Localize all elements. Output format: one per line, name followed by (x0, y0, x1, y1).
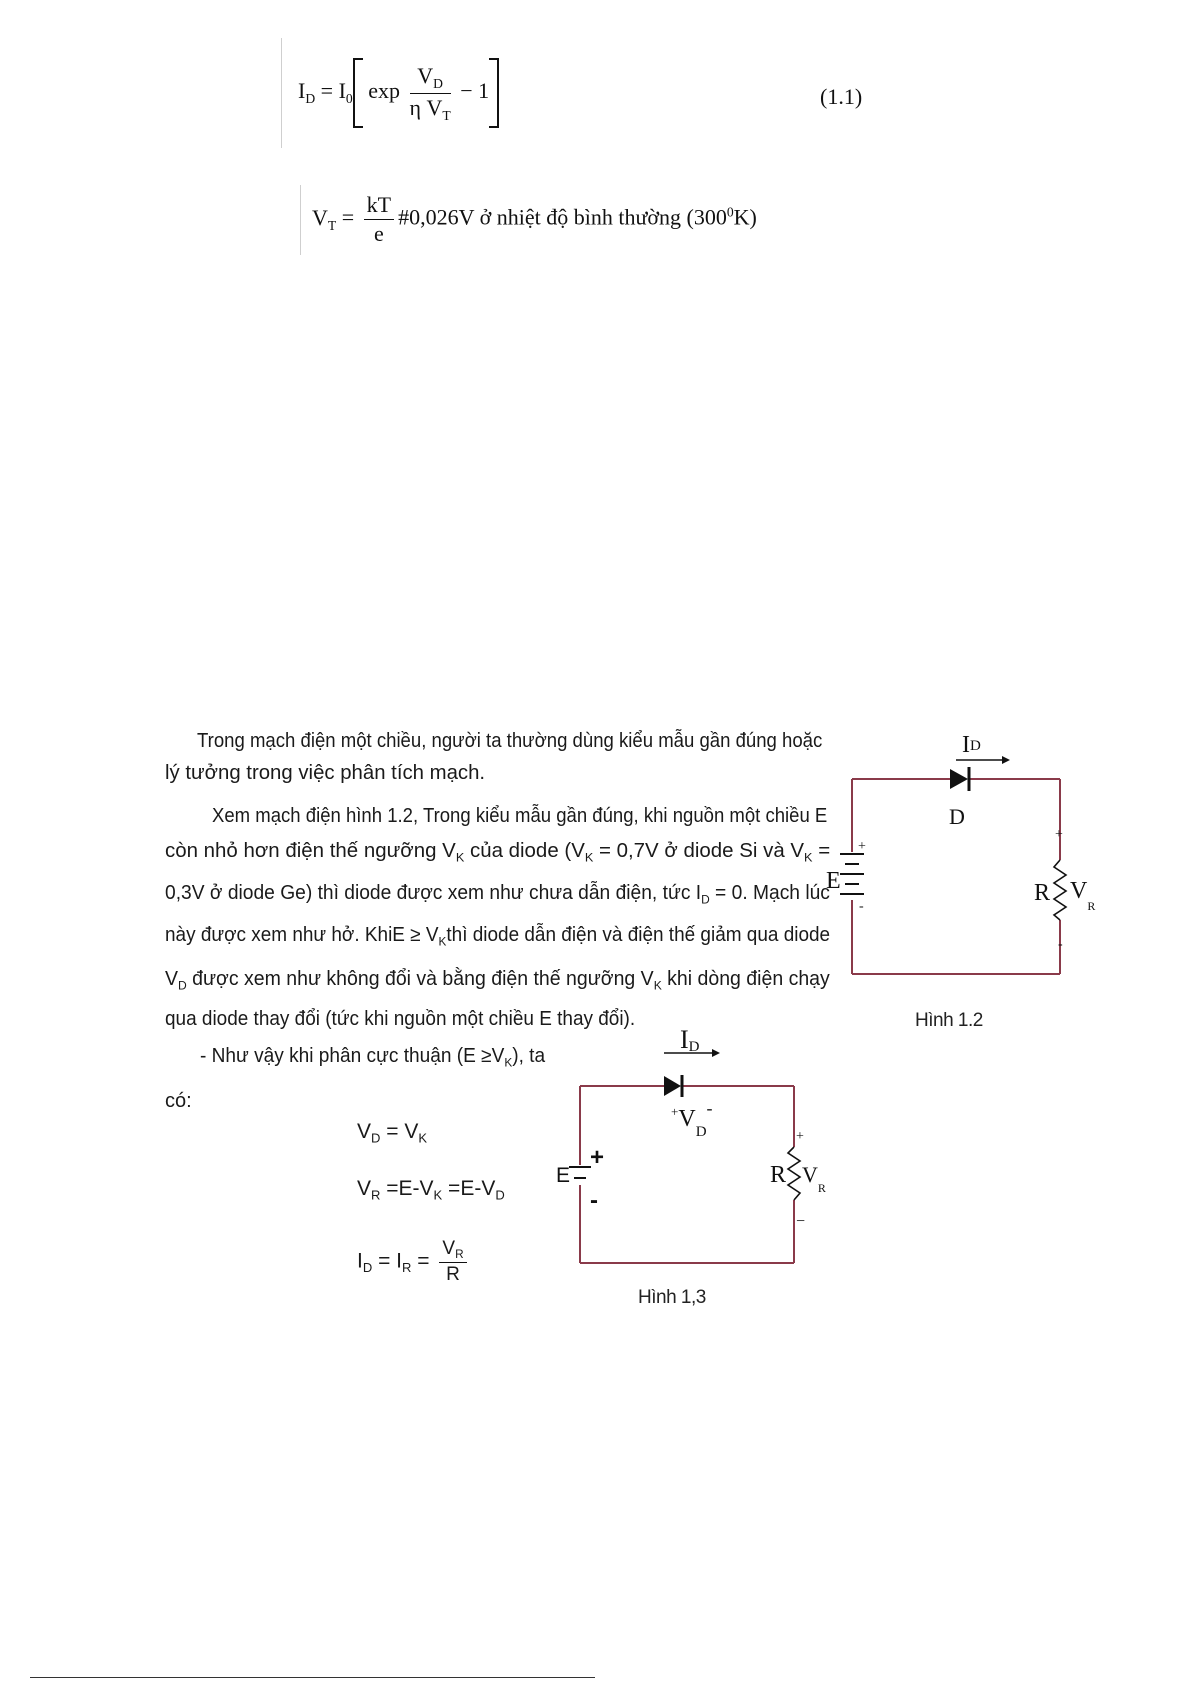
thermal-voltage-value: #0,026V (398, 204, 475, 230)
equation-2: $V_T$ = $\frac{kT}{e}$ #0,026V ở nhiệt độ bình thường $(300^0K)$ (312, 192, 757, 246)
paragraph-2-line-2: còn nhỏ hơn điện thế ngưỡng $V_K$ của diode ($V_K = 0,7V$ ở diode Si và $V_K$ = (165, 840, 831, 865)
equation-1-i0: $I_0$ (338, 78, 353, 106)
paragraph-2-line-1: Xem mạch điện hình 1.2, Trong kiểu mẫu gần đúng, khi nguồn một chiều E (212, 805, 828, 827)
figure-1-2-current-label: ID (962, 732, 981, 758)
equation-1-lhs: $I_D$ (298, 78, 316, 106)
equation-2-text: ở nhiệt độ bình thường (300 (479, 204, 727, 230)
paragraph-2-line-5: $V_D$ được xem như không đổi và bằng điện thế ngưỡng $V_K$ khi dòng điện chạy (165, 968, 830, 993)
figure-1-3-resistor-plus: + (796, 1129, 804, 1144)
equation-2-fraction: $\frac{kT}{e}$ (364, 192, 394, 247)
figure-1-2-circuit (826, 720, 1130, 1040)
paragraph-2-line-6: qua diode thay đổi (tức khi nguồn một chiều E thay đổi). (165, 1008, 636, 1030)
figure-1-3-diode-icon (664, 1075, 682, 1097)
footnote-separator (30, 1677, 595, 1678)
figure-1-3-vr-label: $V_R$ (802, 1162, 826, 1195)
figure-1-2-resistor-label: R (1034, 880, 1051, 906)
formula-fraction: $\frac{V_R}{R}$ (439, 1238, 466, 1286)
left-bracket (353, 58, 363, 128)
equals-sign: = (320, 78, 334, 104)
paragraph-2-line-3: 0,3V ở diode Ge) thì diode được xem như chưa dẫn điện, tức $I_D = 0$. Mạch lúc (165, 882, 830, 907)
figure-1-3-resistor-minus: − (796, 1213, 806, 1230)
formula-id-ir: $I_D = I_R$ = $\frac{V_R}{R}$ (357, 1238, 471, 1286)
paragraph-3-line-1: - Như vậy khi phân cực thuận $(E \ge V_K)$, ta (200, 1045, 546, 1070)
equation-1 (298, 58, 499, 128)
figure-1-2-resistor-minus: - (1058, 937, 1063, 952)
figure-1-3-source-plus: + (590, 1144, 605, 1171)
paragraph-3-line-2: có: (165, 1090, 192, 1112)
figure-1-2-source-minus: - (859, 899, 864, 914)
figure-1-3-circuit (540, 1010, 840, 1280)
figure-1-3-source-minus: - (590, 1187, 598, 1214)
figure-1-3-current-label: ID (680, 1025, 700, 1055)
figure-1-2-diode-label: D (949, 804, 965, 829)
equation-1-divider (281, 38, 282, 148)
exp-function: exp (368, 78, 400, 104)
figure-1-2-resistor-icon (1054, 860, 1066, 920)
figure-1-2-vr-label: $V_R$ (1070, 878, 1096, 913)
equation-2-divider (300, 185, 301, 255)
figure-1-2-source-label: E (826, 868, 841, 894)
figure-1-3-resistor-icon (788, 1147, 800, 1200)
figure-1-2-source-plus: + (858, 839, 866, 854)
minus-one: − 1 (460, 78, 490, 104)
figure-1-3-vd-label: $^+V_D^-$ (671, 1098, 713, 1140)
paragraph-2-line-4: này được xem như hở. KhiE ≥ $V_Kthì$ diode dẫn điện và điện thế giảm qua diode (165, 924, 831, 949)
figure-1-3-resistor-label: R (770, 1162, 787, 1188)
figure-1-2-resistor-plus: + (1055, 827, 1063, 842)
figure-1-2-diode-icon (950, 767, 969, 791)
figure-1-3-caption: Hình 1,3 (638, 1287, 706, 1308)
equation-1-number: (1.1) (820, 84, 863, 109)
paragraph-1-line-1: Trong mạch điện một chiều, người ta thường dùng kiểu mẫu gần đúng hoặc (197, 730, 823, 752)
figure-1-3-source-label: E (556, 1164, 571, 1187)
paragraph-1-line-2: lý tưởng trong việc phân tích mạch. (165, 762, 486, 784)
figure-1-3-battery-icon (569, 1167, 591, 1178)
equation-1-fraction: $\frac{V_D}{\eta V_T}$ (409, 62, 451, 123)
figure-1-2-caption: Hình 1.2 (915, 1010, 983, 1031)
figure-1-2-battery-icon (840, 854, 864, 894)
formula-vd-vk: $V_D = V_K$ (357, 1120, 428, 1146)
formula-vr: $V_R =E-V_K =E-V_D$ (357, 1177, 505, 1203)
right-bracket (489, 58, 499, 128)
